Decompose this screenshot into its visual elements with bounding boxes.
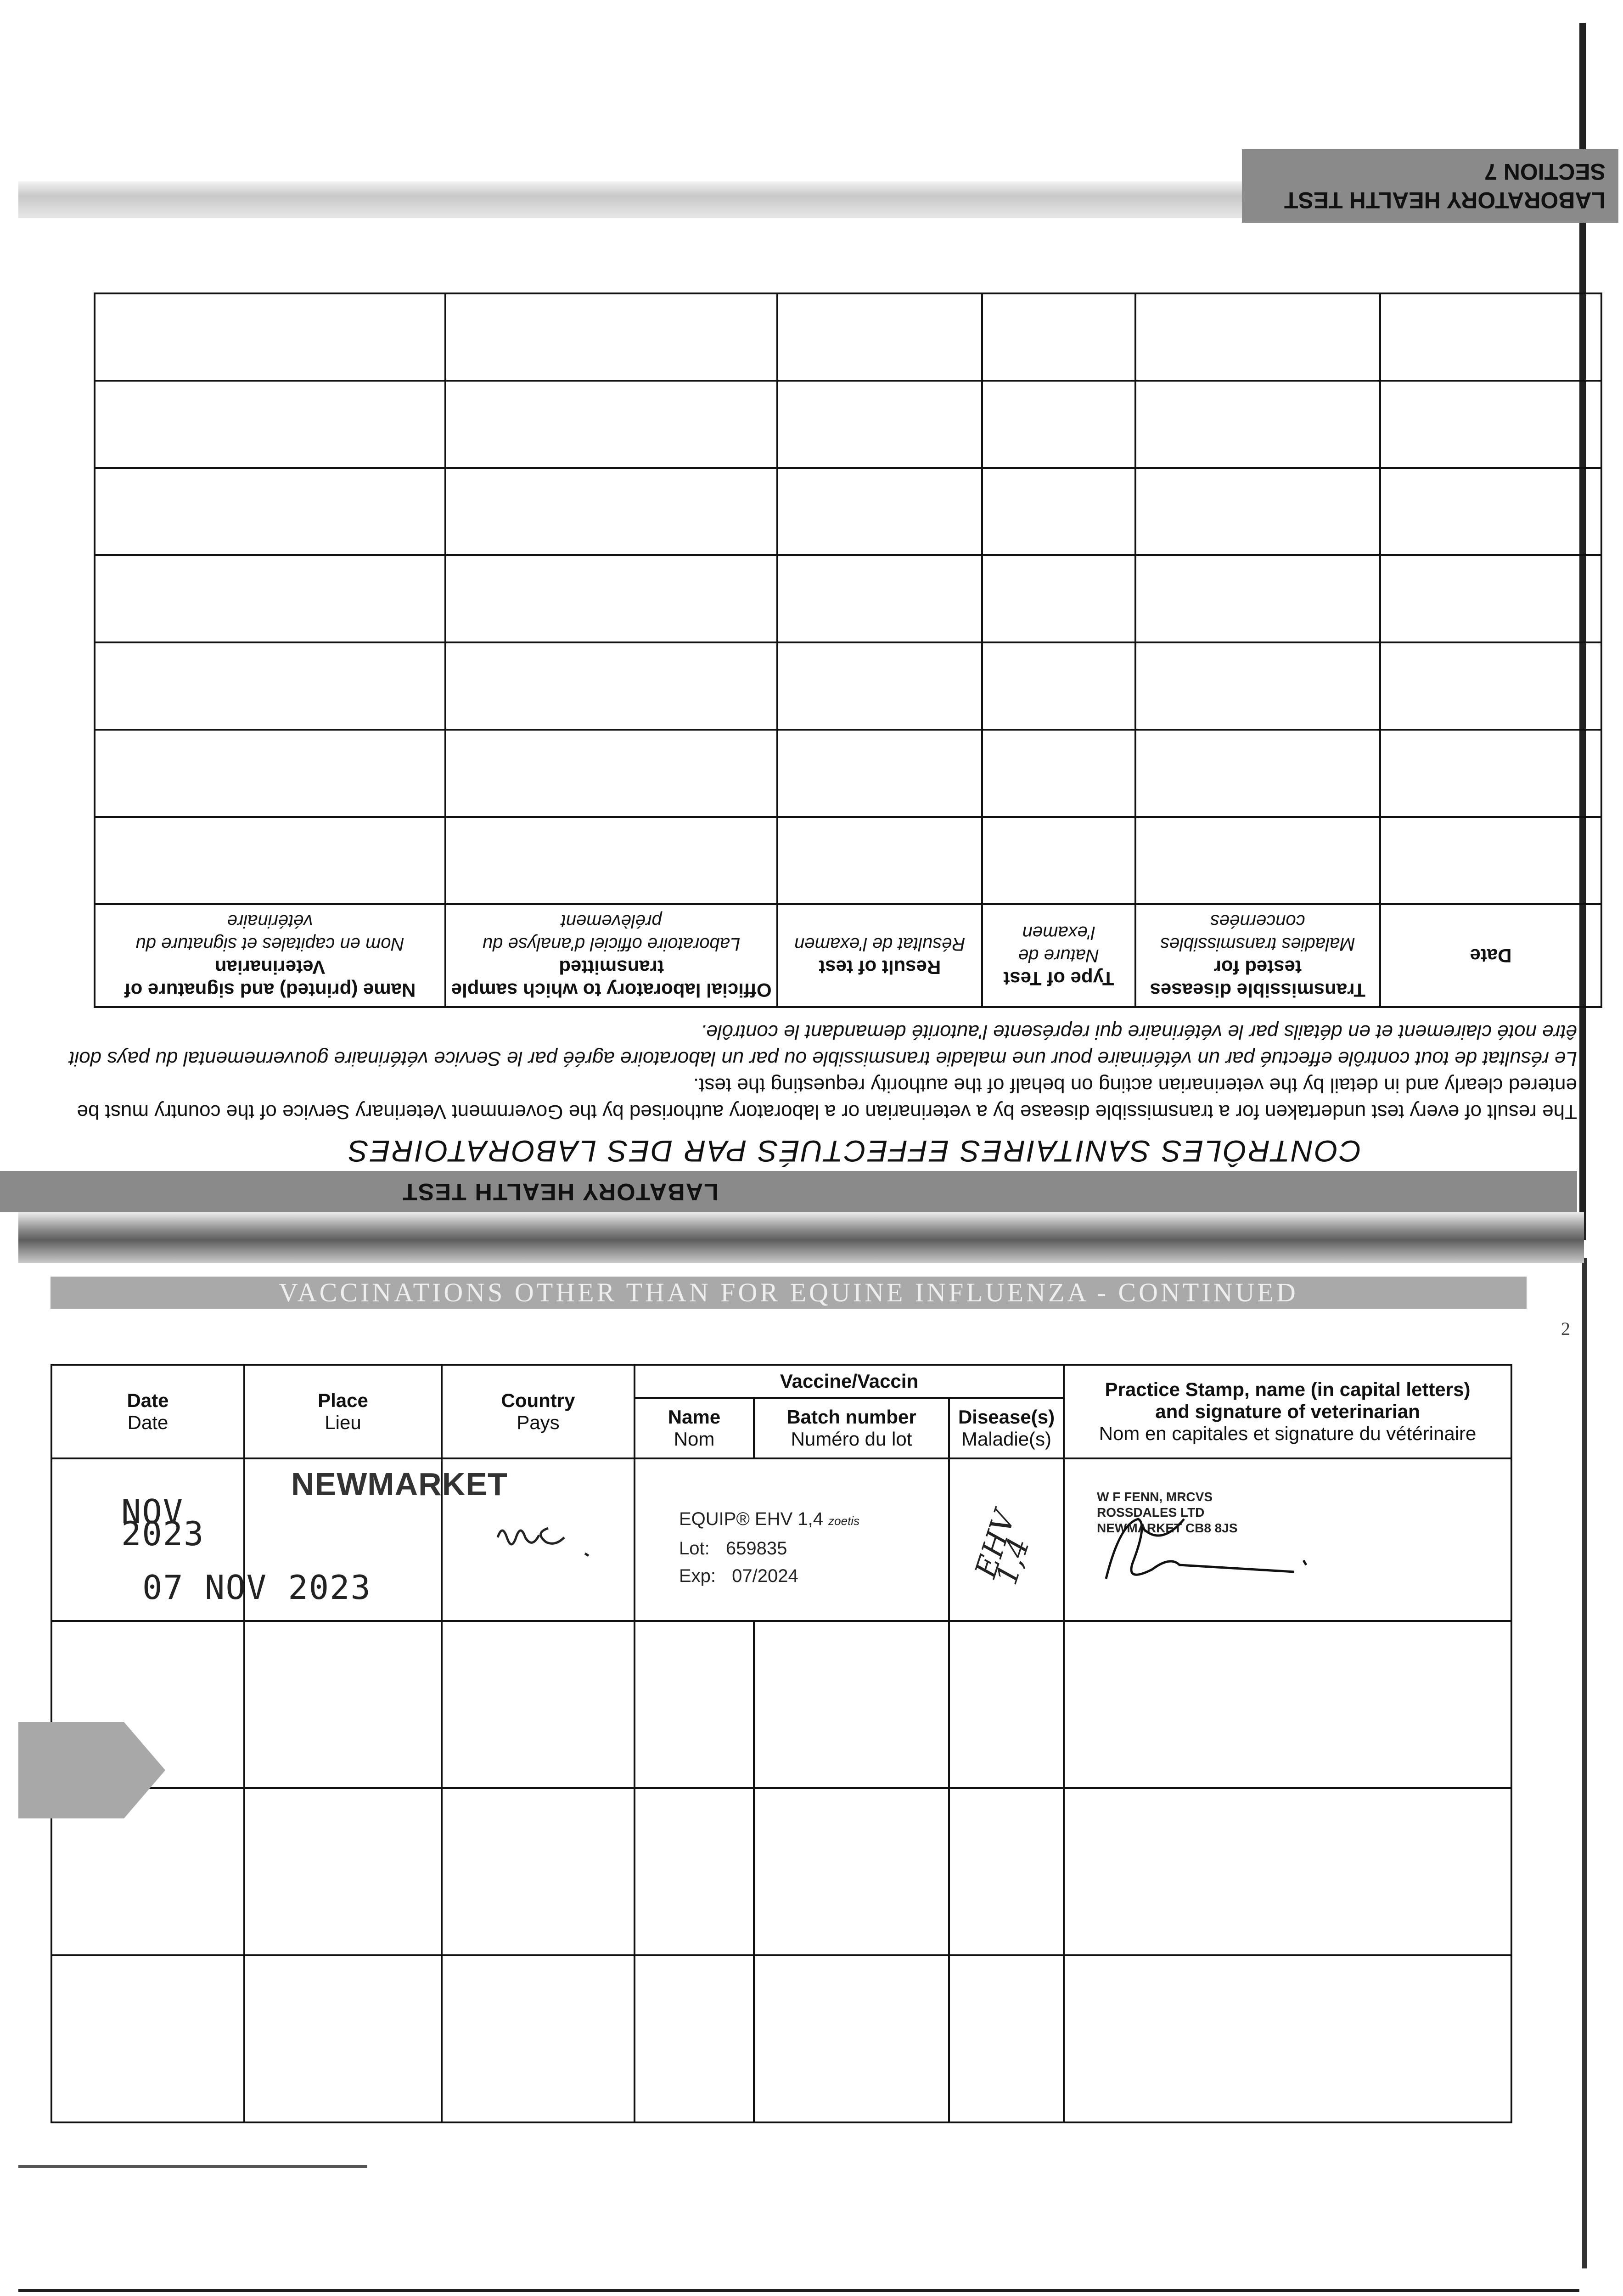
header-practice-stamp: Practice Stamp, name (in capital letters) and signature of veterinarian Nom en capitales et signature du vétérinaire (1064, 1365, 1511, 1458)
table-row (95, 730, 1601, 817)
intro-en: The result of every test undertaken for a transmissible disease by a veterinarian or a laboratory authorised by the Government Veterinary Service of the country must be entered clearly and in detail by the veterinarian acting on behalf of the authority requesting the test. (77, 1074, 1577, 1123)
date-stamp: 07 NOV 2023 (142, 1568, 371, 1607)
header-row-1 (51, 1365, 1511, 1398)
cell-vaccine-label (635, 1458, 949, 1621)
cell-country (442, 1458, 635, 1621)
page-number: 2 (1561, 1318, 1570, 1339)
scan-mark (18, 2165, 367, 2168)
intro-fr: Le résultat de tout contrôle effectué par un vétérinaire pour une maladie transmissible ou par un laboratoire agréé par le Service vétérinaire gouvernemental du pays doit être noté clairement et en détails par le vétérinaire qui représente l'autorité demandant le contrôle. (69, 1021, 1577, 1070)
date-stamp: NOV 2023 (121, 1492, 205, 1553)
header-disease: Disease(s) Maladie(s) (949, 1398, 1064, 1458)
header-date: Date Date (51, 1365, 244, 1458)
section-label (1242, 149, 1618, 223)
cell-practice-stamp (1064, 1458, 1511, 1621)
vaccine-name: EQUIP® EHV 1,4 (679, 1509, 824, 1529)
vaccination-table (51, 1364, 1512, 2123)
section-label-line2: SECTION 7 (1484, 159, 1606, 185)
exp-label: Exp: (679, 1566, 716, 1586)
handwritten-initials (493, 1510, 603, 1560)
section-label-line1: LABORATORY HEALTH TEST (1284, 187, 1606, 213)
table-row (95, 817, 1601, 904)
handwritten-disease: EHV 1,4 (969, 1506, 1037, 1589)
vet-stamp-line3: NEWMARKET CB8 8JS (1097, 1521, 1238, 1535)
scan-edge (1582, 1258, 1587, 2268)
col-laboratory: Official laboratory to which sample transmitted Laboratoire officiel d'analyse du prélèvement (445, 904, 777, 1007)
index-tab-arrow (18, 1722, 165, 1818)
vaccine-batch-label (679, 1505, 964, 1590)
table-row (95, 293, 1601, 381)
header-country: Country Pays (442, 1365, 635, 1458)
header-vaccine-group: Vaccine/Vaccin (635, 1365, 1064, 1398)
place-stamp: NEWMARKET (291, 1466, 508, 1502)
col-type: Type of Test Nature de l'examen (982, 904, 1135, 1007)
subheading-fr: CONTRÔLES SANITAIRES EFFECTUÉS PAR DES LABORATOIRES (347, 1134, 1361, 1168)
band-title: LABATORY HEALTH TEST (402, 1178, 719, 1205)
table-header-row (95, 904, 1601, 1007)
header-place: Place Lieu (244, 1365, 442, 1458)
header-vaccine-name: Name Nom (635, 1398, 754, 1458)
col-veterinarian: Name (printed) and signature of Veterinarian Nom en capitales et signature du vétérinaire (95, 904, 445, 1007)
intro-text (62, 1019, 1577, 1125)
table-row (95, 381, 1601, 468)
col-result: Result of test Résultat de l'examen (777, 904, 982, 1007)
table-row (95, 468, 1601, 555)
vet-stamp-line1: W F FENN, MRCVS (1097, 1490, 1213, 1504)
lot-label: Lot: (679, 1538, 710, 1559)
table-row (95, 642, 1601, 730)
cell-disease (949, 1458, 1064, 1621)
lot-value: 659835 (725, 1538, 787, 1559)
vet-stamp-line2: ROSSDALES LTD (1097, 1505, 1205, 1519)
vet-signature (1088, 1501, 1326, 1593)
table-row (51, 1788, 1511, 1955)
table-row (51, 1621, 1511, 1788)
col-diseases: Transmissible diseases tested for Maladies transmissibles concernées (1135, 904, 1380, 1007)
exp-value: 07/2024 (732, 1566, 798, 1586)
vaccinations-band: VACCINATIONS OTHER THAN FOR EQUINE INFLUENZA - CONTINUED (51, 1277, 1527, 1309)
lab-test-table (94, 293, 1602, 1008)
col-date: Date (1380, 904, 1601, 1007)
vaccine-brand: zoetis (828, 1514, 860, 1528)
header-batch: Batch number Numéro du lot (754, 1398, 949, 1458)
table-row (51, 1955, 1511, 2122)
scan-edge (18, 2289, 1579, 2292)
lab-test-band (0, 1171, 1577, 1212)
table-row (95, 555, 1601, 642)
